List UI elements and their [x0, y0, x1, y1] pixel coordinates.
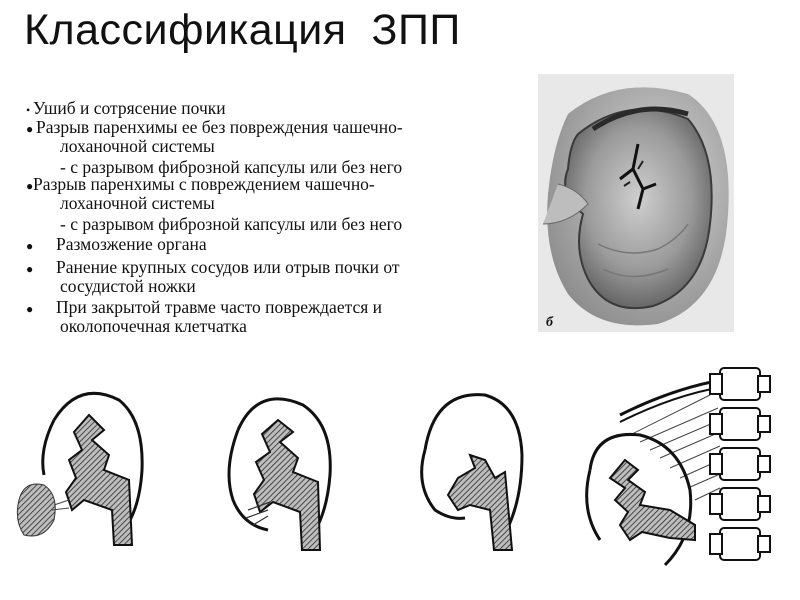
list-subitem: - с разрывом фиброзной капсулы или без него [60, 157, 403, 177]
list-item-continuation: сосудистой ножки [60, 276, 196, 296]
bullet-icon: ● [26, 122, 34, 136]
bullet-icon: ● [26, 262, 34, 276]
slide-title: Классификация ЗПП [24, 6, 461, 54]
bullet-icon: • [26, 103, 31, 117]
kidney-injury-illustration [538, 74, 734, 332]
kidney-diagram-vessel-rupture [570, 360, 795, 570]
list-item-text: Разрыв паренхимы с повреждением чашечно- [33, 174, 375, 194]
kidney-diagram-capsule-rupture [14, 360, 184, 570]
list-item [26, 176, 536, 233]
photo-label: б [546, 315, 553, 330]
list-item-continuation: лоханочной системы [60, 193, 215, 213]
bullet-icon: ● [26, 302, 34, 316]
list-item-text: Ушиб и сотрясение почки [33, 98, 226, 118]
list-item [26, 299, 536, 335]
list-item-text: При закрытой травме часто повреждается и [56, 297, 383, 317]
list-item-continuation: лоханочной системы [60, 136, 215, 156]
list-item-text: Размозжение органа [56, 234, 207, 254]
list-item-text: Разрыв паренхимы ее без повреждения чашечно- [36, 117, 403, 137]
kidney-diagram-crush [400, 360, 560, 570]
list-item [26, 259, 536, 295]
list-subitem: - с разрывом фиброзной капсулы или без него [60, 214, 403, 234]
list-item [26, 236, 536, 255]
classification-list [26, 100, 536, 335]
list-item [26, 119, 536, 176]
bullet-icon: ● [26, 239, 34, 253]
list-item-text: Ранение крупных сосудов или отрыв почки от [56, 257, 400, 277]
kidney-diagram-collecting-system [208, 360, 368, 570]
list-item-continuation: околопочечная клетчатка [60, 316, 247, 336]
bullet-icon: ● [26, 179, 34, 193]
